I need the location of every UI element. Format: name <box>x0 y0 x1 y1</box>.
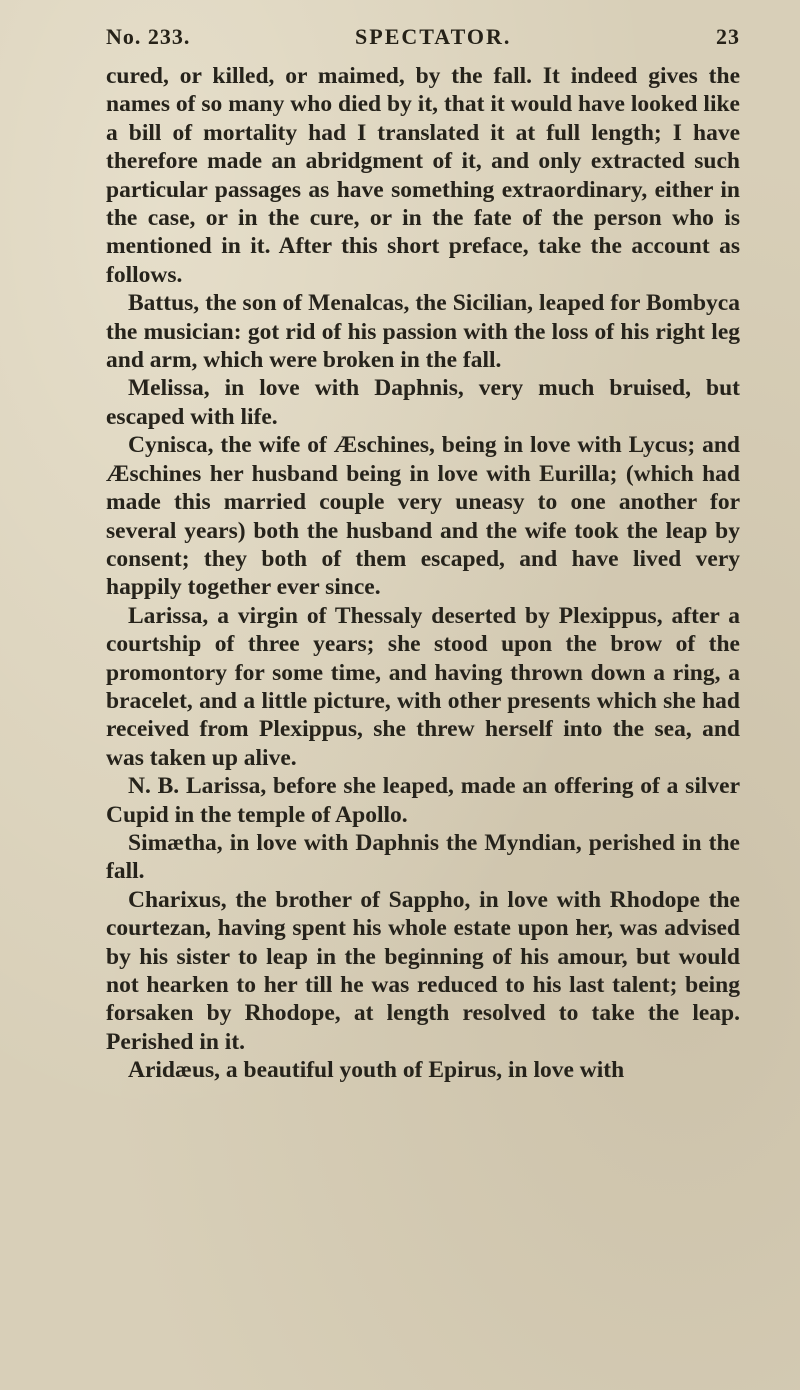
paragraph-aridaeus: Aridæus, a beautiful youth of Epirus, in love with <box>128 1057 625 1084</box>
paragraph-simaetha: Simætha, in love with Daphnis the Myndian, perished in the fall. <box>106 829 740 885</box>
paragraph-melissa: Melissa, in love with Daphnis, very much bruised, but escaped with life. <box>106 375 740 430</box>
paragraph-nota-bene: N. B. Larissa, before she leaped, made an offering of a silver Cupid in the temple of Apollo. <box>106 773 740 828</box>
page-number: 23 <box>715 24 740 49</box>
paragraph-larissa: Larissa, a virgin of Thessaly deserted by Plexippus, after a courtship of three years; she stood upon the brow of the promontory for some time, and having thrown down a ring, a bracelet, and a little picture, with other presents which she had received from Plexippus, she threw herself into the sea, and was taken up alive. <box>106 602 740 771</box>
body-text <box>106 62 740 1085</box>
paragraph-intro: cured, or killed, or maimed, by the fall. It indeed gives the names of so many who died by it, that it would have looked like a bill of mortality had I translated it at full length; I have therefore made an abridgment of it, and only extracted such particular passages as have something extraordinary, either in the case, or in the cure, or in the fate of the person who is mentioned in it. After this short preface, take the account as follows. <box>106 63 740 288</box>
running-head <box>106 0 740 58</box>
paragraph-cynisca: Cynisca, the wife of Æschines, being in love with Lycus; and Æschines her husband being in love with Eurilla; (which had made this married couple very uneasy to one another for several years) both the husband and the wife took the leap by consent; they both of them escaped, and have lived very happily together ever since. <box>106 432 740 601</box>
paragraph-charixus: Charixus, the brother of Sappho, in love with Rhodope the courtezan, having spent his whole estate upon her, was advised by his sister to leap in the beginning of his amour, but would not hearken to her till he was reduced to his last talent; being forsaken by Rhodope, at length resolved to take the leap. Perished in it. <box>106 886 740 1055</box>
running-title: SPECTATOR. <box>355 24 512 49</box>
issue-number: No. 233. <box>106 24 191 49</box>
paragraph-battus: Battus, the son of Menalcas, the Sicilian, leaped for Bombyca the musician: got rid of his passion with the loss of his right leg and arm, which were broken in the fall. <box>106 290 740 374</box>
